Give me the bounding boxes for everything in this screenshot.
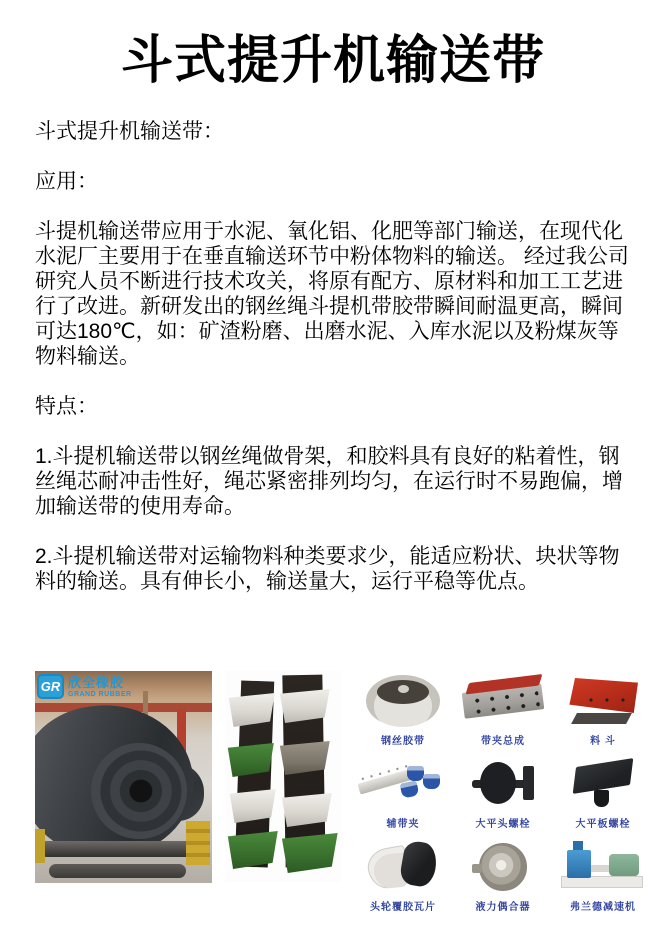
product-caption: 头轮覆胶瓦片 (370, 902, 436, 913)
brand-logo (37, 674, 132, 699)
flat-plate-bolt-image (555, 756, 651, 812)
product-gallery (35, 671, 651, 913)
product-cell-belt-clamp-assembly (455, 673, 551, 747)
product-caption: 钢丝胶带 (381, 736, 425, 747)
elevator-bucket-panel-photo (225, 671, 342, 883)
hopper-image (555, 673, 651, 729)
product-cell-pulley-lagging-tiles (355, 839, 451, 913)
product-cell-fluid-coupling (455, 839, 551, 913)
body-text (35, 119, 633, 594)
logo-text (68, 674, 132, 698)
logo-name-en: GRAND RUBBER (68, 691, 132, 698)
aux-belt-clamp-image (355, 756, 451, 812)
application-paragraph: 斗提机输送带应用于水泥、氧化铝、化肥等部门输送，在现代化水泥厂主要用于在垂直输送环节中粉体物料的输送。 经过我公司研究人员不断进行技术攻关，将原有配方、原材料和加工工艺进行了改进。新研发出的钢丝绳斗提机带胶带瞬间耐温更高，瞬间可达180℃，如：矿渣粉磨、出磨水泥、入库水泥以及粉煤灰等物料输送。 (35, 220, 629, 368)
pulley-lagging-tiles-image (355, 839, 451, 895)
product-caption: 弗兰德减速机 (570, 902, 636, 913)
white-bucket (281, 793, 333, 827)
green-bucket (281, 833, 339, 873)
features-heading: 特点： (35, 395, 98, 418)
product-caption: 大平板螺栓 (575, 819, 631, 830)
product-cell-flat-plate-bolt (555, 756, 651, 830)
product-caption: 辅带夹 (386, 819, 420, 830)
page-title: 斗式提升机输送带 (120, 32, 545, 90)
product-cell-flender-reducer (555, 839, 651, 913)
flat-head-bolt-image (455, 756, 551, 812)
product-caption: 带夹总成 (481, 736, 525, 747)
feature-item-1: 1.斗提机输送带以钢丝绳做骨架，和胶料具有良好的粘着性，钢丝绳芯耐冲击性好，绳芯紧密排列均匀，在运行时不易跑偏，增加输送带的使用寿命。 (35, 445, 623, 518)
product-cell-aux-belt-clamp (355, 756, 451, 830)
logo-gr-icon: GR (37, 674, 64, 699)
application-heading: 应用： (35, 170, 98, 193)
belt-roll-face (91, 743, 187, 839)
white-bucket (229, 789, 277, 823)
fluid-coupling-image (455, 839, 551, 895)
product-caption: 液力偶合器 (475, 902, 531, 913)
intro-line: 斗式提升机输送带： (35, 120, 224, 143)
product-cell-hopper (555, 673, 651, 747)
belt-clamp-assembly-image (455, 673, 551, 729)
product-caption: 大平头螺栓 (475, 819, 531, 830)
steel-cord-belt-image (355, 673, 451, 729)
machine-roller (39, 841, 204, 857)
logo-name-cn: 欣全橡胶 (68, 675, 125, 690)
product-cell-steel-cord-belt (355, 673, 451, 747)
accessories-grid (355, 671, 651, 913)
feature-item-2: 2.斗提机输送带对运输物料种类要求少，能适应粉状、块状等物料的输送。具有伸长小，输送量大，运行平稳等优点。 (35, 545, 620, 593)
product-caption: 料 斗 (590, 736, 616, 747)
machine-roller (49, 864, 186, 878)
product-description-page (0, 18, 666, 948)
yellow-machine-part (186, 821, 210, 865)
yellow-machine-part (35, 829, 45, 863)
flender-reducer-image (555, 839, 651, 895)
factory-belt-roll-photo (35, 671, 212, 883)
green-bucket (227, 831, 279, 869)
product-cell-flat-head-bolt (455, 756, 551, 830)
